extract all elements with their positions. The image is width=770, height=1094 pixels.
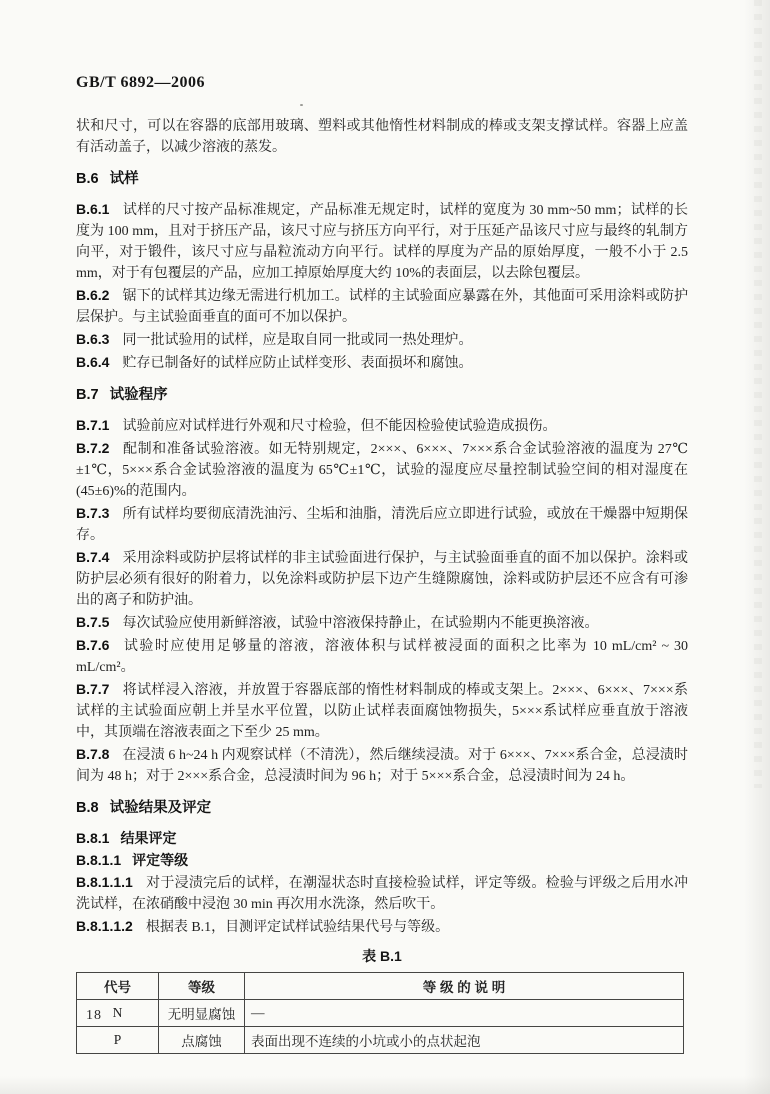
clause-text: 每次试验应使用新鲜溶液，试验中溶液保持静止，在试验期内不能更换溶液。 [122,616,599,631]
cell-grade: 点腐蚀 [159,1027,245,1054]
table-caption: 表 B.1 [362,948,402,964]
doc-code: GB/T 6892—2006 [76,74,205,91]
cell-code: N [77,1000,159,1027]
section-heading-b6 [76,169,688,190]
subsection-heading-b811 [76,850,688,871]
clause-b74 [76,547,688,611]
col-header-grade: 等级 [159,973,245,1000]
clause-text: 在浸渍 6 h~24 h 内观察试样（不清洗），然后继续浸渍。对于 6×××、7×××系合金，总浸渍时间为 48 h；对于 2×××系合金，总浸渍时间为 96 h；对于 5×××系合金，总浸渍时间为 24 h。 [76,748,688,784]
clause-label: B.6.4 [76,354,110,370]
table-row [77,1027,684,1054]
clause-b612 [76,285,688,328]
clause-label: B.8.1.1.2 [76,918,133,934]
heading-text: 结果评定 [120,830,177,846]
clause-b77 [76,679,688,743]
clause-b8112 [76,916,688,938]
heading-text: 评定等级 [132,852,189,868]
clause-label: B.7.2 [76,440,110,456]
col-header-code: 代号 [77,973,159,1000]
scan-edge-right [744,0,770,1094]
clause-label: B.8.1 [76,830,110,846]
clause-label: B.7.4 [76,549,110,565]
clause-b78 [76,744,688,787]
clause-text: 同一批试验用的试样，应是取自同一批或同一热处理炉。 [122,333,473,348]
clause-text: 将试样浸入溶液，并放置于容器底部的惰性材料制成的棒或支架上。2×××、6×××、7×××系试样的主试验面应朝上并呈水平位置，以防止试样表面腐蚀物损失，5×××系试样应垂直放于溶液中，其顶端在溶液表面之下至少 25 mm。 [76,683,688,740]
heading-text: 试样 [109,171,139,187]
clause-label: B.6 [76,171,99,187]
clause-label: B.7.8 [76,746,110,762]
clause-label: B.7.7 [76,681,110,697]
clause-text: 贮存已制备好的试样应防止试样变形、表面损坏和腐蚀。 [122,356,473,371]
scan-artifact-ticks [754,0,762,788]
clause-label: B.6.2 [76,287,110,303]
clause-label: B.7.3 [76,505,110,521]
clause-text: 根据表 B.1，目测评定试样试验结果代号与等级。 [145,920,450,935]
clause-b73 [76,503,688,546]
col-header-description: 等 级 的 说 明 [245,973,684,1000]
section-heading-b7 [76,385,688,406]
clause-text: 采用涂料或防护层将试样的非主试验面进行保护，与主试验面垂直的面不加以保护。涂料或防护层必须有很好的附着力，以免涂料或防护层下边产生缝隙腐蚀，涂料或防护层还不应含有可渗出的离子和防护油。 [76,551,688,608]
clause-text: 试样的尺寸按产品标准规定，产品标准无规定时，试样的宽度为 30 mm~50 mm；试样的长度为 100 mm，且对于挤压产品，该尺寸应与挤压方向平行，对于压延产品该尺寸应与最终的轧制方向平，对于锻件，该尺寸应与晶粒流动方向平行。试样的厚度为产品的原始厚度，一般不小于 2.5 mm，对于有包覆层的产品，应加工掉原始厚度大约 10%的表面层，以去除包覆层。 [76,203,688,281]
page-number: 18 [86,1008,102,1023]
clause-text: 锯下的试样其边缘无需进行机加工。试样的主试验面应暴露在外，其他面可采用涂料或防护层保护。与主试验面垂直的面可不加以保护。 [76,289,688,325]
document-body [76,72,688,1054]
heading-text: 试验结果及评定 [109,800,212,816]
clause-label: B.7.5 [76,614,110,630]
paragraph-continuation [76,116,688,158]
cell-code: P [77,1027,159,1054]
clause-b614 [76,352,688,374]
clause-label: B.7 [76,387,99,403]
clause-text: 对于浸渍完后的试样，在潮湿状态时直接检验试样，评定等级。检验与评级之后用水冲洗试样，在浓硝酸中浸泡 30 min 再次用水洗涤，然后吹干。 [76,876,688,912]
clause-b76 [76,635,688,678]
clause-label: B.7.6 [76,637,110,653]
clause-label: B.6.1 [76,201,110,217]
clause-b613 [76,329,688,351]
table-b1 [76,972,684,1054]
table-header-row [77,973,684,1000]
scan-edge-bottom [0,1076,770,1094]
clause-b611 [76,199,688,284]
clause-label: B.7.1 [76,417,110,433]
clause-text: 配制和准备试验溶液。如无特别规定，2×××、6×××、7×××系合金试验溶液的温度为 27℃±1℃，5×××系合金试验溶液的温度为 65℃±1℃，试验的湿度应尽量控制试验空间的相对湿度在(45±6)%的范围内。 [76,442,688,499]
clause-b75 [76,612,688,634]
clause-text: 所有试样均要彻底清洗油污、尘垢和油脂，清洗后应立即进行试验，或放在干燥器中短期保存。 [76,507,688,543]
clause-label: B.6.3 [76,331,110,347]
heading-text: 试验程序 [109,387,168,403]
subsection-heading-b81 [76,828,688,849]
clause-label: B.8.1.1 [76,852,122,868]
clause-label: B.8.1.1.1 [76,874,133,890]
section-heading-b8 [76,798,688,819]
clause-text: 试验时应使用足够量的溶液，溶液体积与试样被浸面的面积之比率为 10 mL/cm² ~ 30 mL/cm²。 [76,639,688,675]
clause-b72 [76,438,688,502]
paragraph-text: 状和尺寸，可以在容器的底部用玻璃、塑料或其他惰性材料制成的棒或支架支撑试样。容器上应盖有活动盖子，以减少溶液的蒸发。 [76,119,688,155]
clause-label: B.8 [76,800,99,816]
cell-description: 表面出现不连续的小坑或小的点状起泡 [245,1027,684,1054]
table-row [77,1000,684,1027]
clause-b71 [76,415,688,437]
clause-text: 试验前应对试样进行外观和尺寸检验，但不能因检验使试验造成损伤。 [122,419,557,434]
clause-b8111 [76,872,688,915]
cell-grade: 无明显腐蚀 [159,1000,245,1027]
cell-description: — [245,1000,684,1027]
